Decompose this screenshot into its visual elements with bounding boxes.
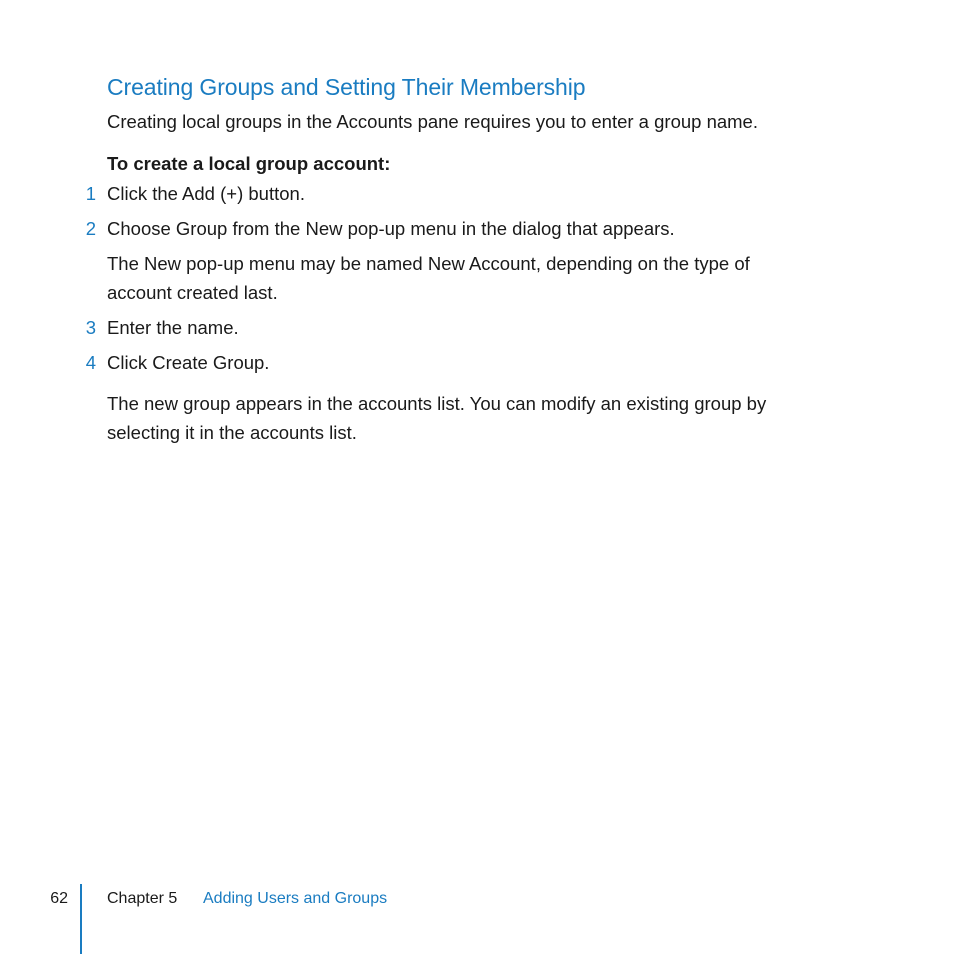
step-2-note-line-2: account created last. bbox=[107, 282, 278, 303]
chapter-label: Chapter 5 bbox=[107, 890, 178, 907]
page-number: 62 bbox=[50, 890, 68, 907]
step-number: 2 bbox=[85, 218, 96, 239]
closing-paragraph bbox=[107, 389, 766, 447]
step-text: Click the Add (+) button. bbox=[107, 183, 305, 204]
step-text: Enter the name. bbox=[107, 317, 239, 338]
step-2-note-line-1: The New pop-up menu may be named New Account, depending on the type of bbox=[107, 253, 750, 274]
step-text: Click Create Group. bbox=[107, 352, 270, 373]
closing-line-2: selecting it in the accounts list. bbox=[107, 422, 357, 443]
intro-paragraph: Creating local groups in the Accounts pane requires you to enter a group name. bbox=[107, 111, 758, 132]
task-title: To create a local group account: bbox=[107, 153, 391, 174]
step-number: 3 bbox=[85, 317, 96, 338]
chapter-title-link[interactable]: Adding Users and Groups bbox=[203, 890, 388, 907]
section-heading: Creating Groups and Setting Their Membership bbox=[107, 74, 586, 100]
closing-line-1: The new group appears in the accounts list. You can modify an existing group by bbox=[107, 393, 767, 414]
step-number: 4 bbox=[85, 352, 96, 373]
step-number: 1 bbox=[85, 183, 96, 204]
footer-divider bbox=[80, 884, 82, 954]
step-2-note bbox=[107, 249, 750, 307]
step-text: Choose Group from the New pop-up menu in the dialog that appears. bbox=[107, 218, 675, 239]
